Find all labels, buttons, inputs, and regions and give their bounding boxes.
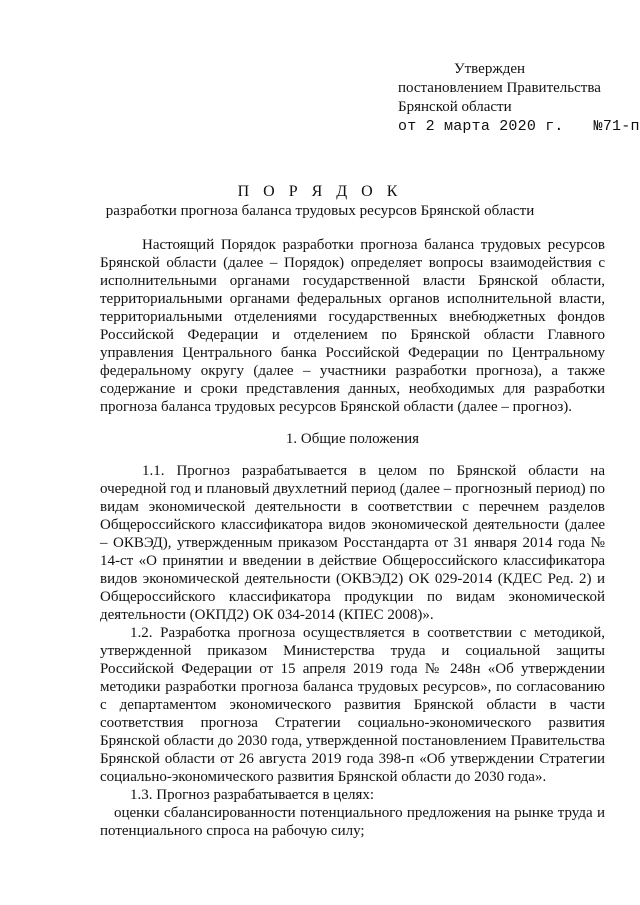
approval-line-approved: Утвержден — [454, 61, 526, 77]
document-body — [100, 236, 605, 840]
document-subtitle: разработки прогноза баланса трудовых ресурсов Брянской области — [105, 203, 535, 219]
approval-line-date-number — [398, 117, 640, 136]
clause-1-1: 1.1. Прогноз разрабатывается в целом по Брянской области на очередной год и плановый двухлетний период (далее – прогнозный период) по видам экономической деятельности в соответствии с перечнем разделов Общероссийского классификатора видов экономической деятельности (далее – ОКВЭД), утвержденным приказом Росстандарта от 31 января 2014 года № 14-ст «О принятии и введении в действие Общероссийского классификатора видов экономической деятельности (ОКВЭД2) ОК 029-2014 (КДЕС Ред. 2) и Общероссийского классификатора продукции по видам экономической деятельности (ОКПД2) ОК 034-2014 (КПЕС 2008)». — [100, 463, 605, 623]
clause-1-3-item: оценки сбалансированности потенциального предложения на рынке труда и потенциального спроса на рабочую силу; — [100, 805, 605, 839]
clause-1-3: 1.3. Прогноз разрабатывается в целях: — [130, 787, 375, 803]
clause-1-2: 1.2. Разработка прогноза осуществляется в соответствии с методикой, утвержденной приказом Министерства труда и социальной защиты Российской Федерации от 15 апреля 2019 года № 248н «Об утверждении методики разработки прогноза баланса трудовых ресурсов», по согласованию с департаментом экономического развития Брянской области в части соответствия прогноза Стратегии социально-экономического развития Брянской области до 2030 года, утвержденной постановлением Правительства Брянской области от 26 августа 2019 года 398-п «Об утверждении Стратегии социально-экономического развития Брянской области до 2030 года». — [100, 625, 605, 785]
intro-paragraph: Настоящий Порядок разработки прогноза баланса трудовых ресурсов Брянской области (далее – Порядок) определяет вопросы взаимодействия с исполнительными органами государственной власти Брянской области, территориальными органами федеральных органов исполнительной власти, территориальными отделениями государственных внебюджетных фондов Российской Федерации и отделением по Брянской области Главного управления Центрального банка Российской Федерации по Центральному федеральному округу (далее – участники разработки прогноза), а также содержание и сроки представления данных, необходимых для разработки прогноза баланса трудовых ресурсов Брянской области (далее – прогноз). — [100, 237, 605, 415]
approval-number: №71-п — [593, 118, 640, 135]
approval-date: от 2 марта 2020 г. — [398, 118, 564, 135]
document-title: П О Р Я Д О К — [237, 183, 403, 200]
approval-line-region: Брянской области — [398, 99, 512, 115]
section-heading-general: 1. Общие положения — [285, 431, 420, 447]
approval-line-decree: постановлением Правительства — [398, 80, 601, 96]
approval-stamp — [398, 60, 640, 136]
